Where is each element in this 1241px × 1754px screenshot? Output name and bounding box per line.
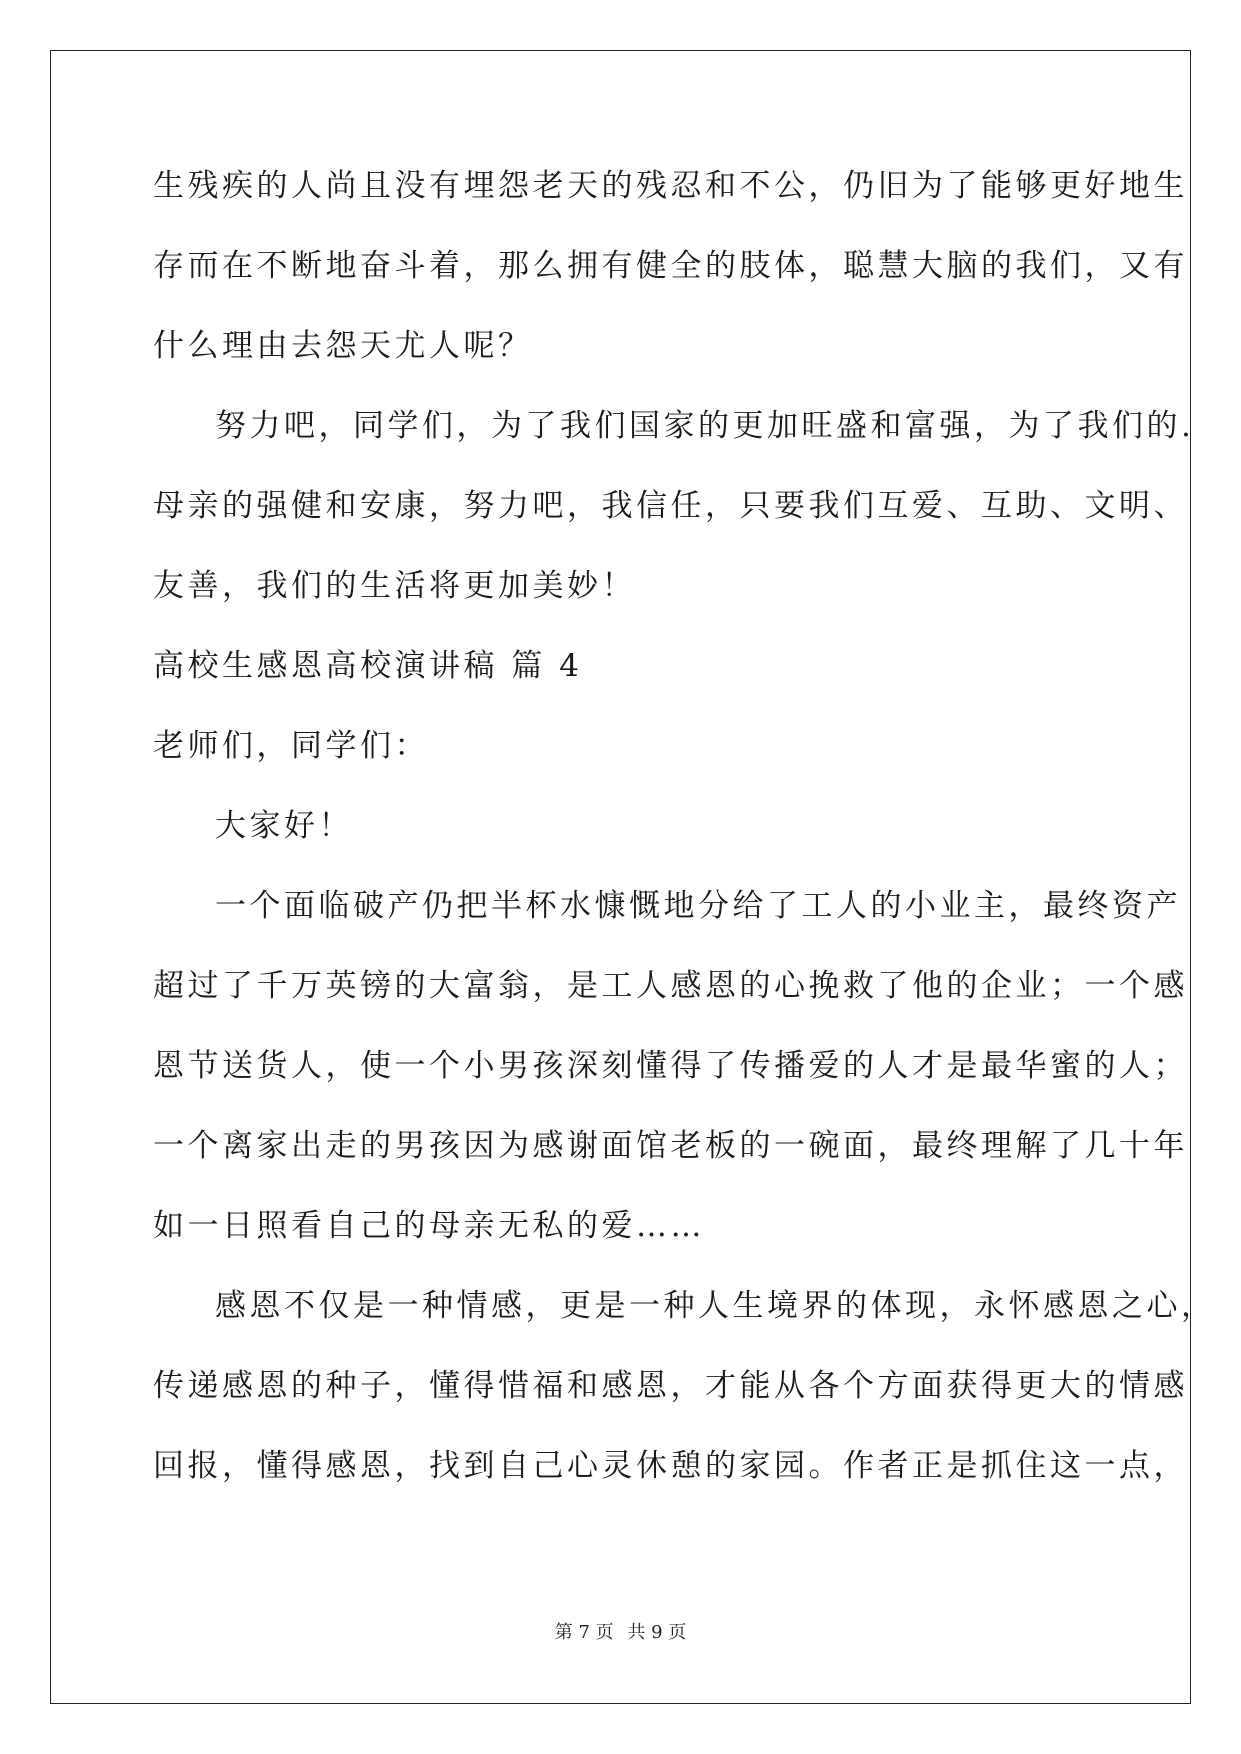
document-body — [153, 160, 1216, 1520]
text-line: 一个离家出走的男孩因为感谢面馆老板的一碗面，最终理解了几十年 — [153, 1128, 1188, 1164]
text-line: 生残疾的人尚且没有埋怨老天的残忍和不公，仍旧为了能够更好地生 — [153, 168, 1188, 204]
page-number-total: 共 9 页 — [627, 1622, 687, 1643]
salutation: 老师们，同学们： — [153, 728, 429, 764]
text-line: 感恩不仅是一种情感，更是一种人生境界的体现，永怀感恩之心， — [215, 1288, 1216, 1324]
page-number-current: 第 7 页 — [554, 1622, 614, 1643]
text-line: 努力吧，同学们，为了我们国家的更加旺盛和富强，为了我们的. — [215, 408, 1195, 444]
text-line: 存而在不断地奋斗着，那么拥有健全的肢体，聪慧大脑的我们，又有 — [153, 248, 1188, 284]
text-line: 恩节送货人，使一个小男孩深刻懂得了传播爱的人才是最华蜜的人； — [153, 1048, 1188, 1084]
text-line: 友善，我们的生活将更加美妙！ — [153, 568, 636, 604]
section-heading: 高校生感恩高校演讲稿 篇 4 — [153, 648, 583, 684]
text-line: 如一日照看自己的母亲无私的爱…… — [153, 1208, 705, 1244]
page-footer — [0, 1618, 1241, 1644]
text-line: 回报，懂得感恩，找到自己心灵休憩的家园。作者正是抓住这一点， — [153, 1448, 1188, 1484]
text-line: 一个面临破产仍把半杯水慷慨地分给了工人的小业主，最终资产 — [215, 888, 1181, 924]
text-line: 传递感恩的种子，懂得惜福和感恩，才能从各个方面获得更大的情感 — [153, 1368, 1188, 1404]
text-line: 母亲的强健和安康，努力吧，我信任，只要我们互爱、互助、文明、 — [153, 488, 1188, 524]
text-line: 什么理由去怨天尤人呢？ — [153, 328, 533, 364]
text-line: 超过了千万英镑的大富翁，是工人感恩的心挽救了他的企业；一个感 — [153, 968, 1188, 1004]
greeting: 大家好！ — [215, 808, 353, 844]
